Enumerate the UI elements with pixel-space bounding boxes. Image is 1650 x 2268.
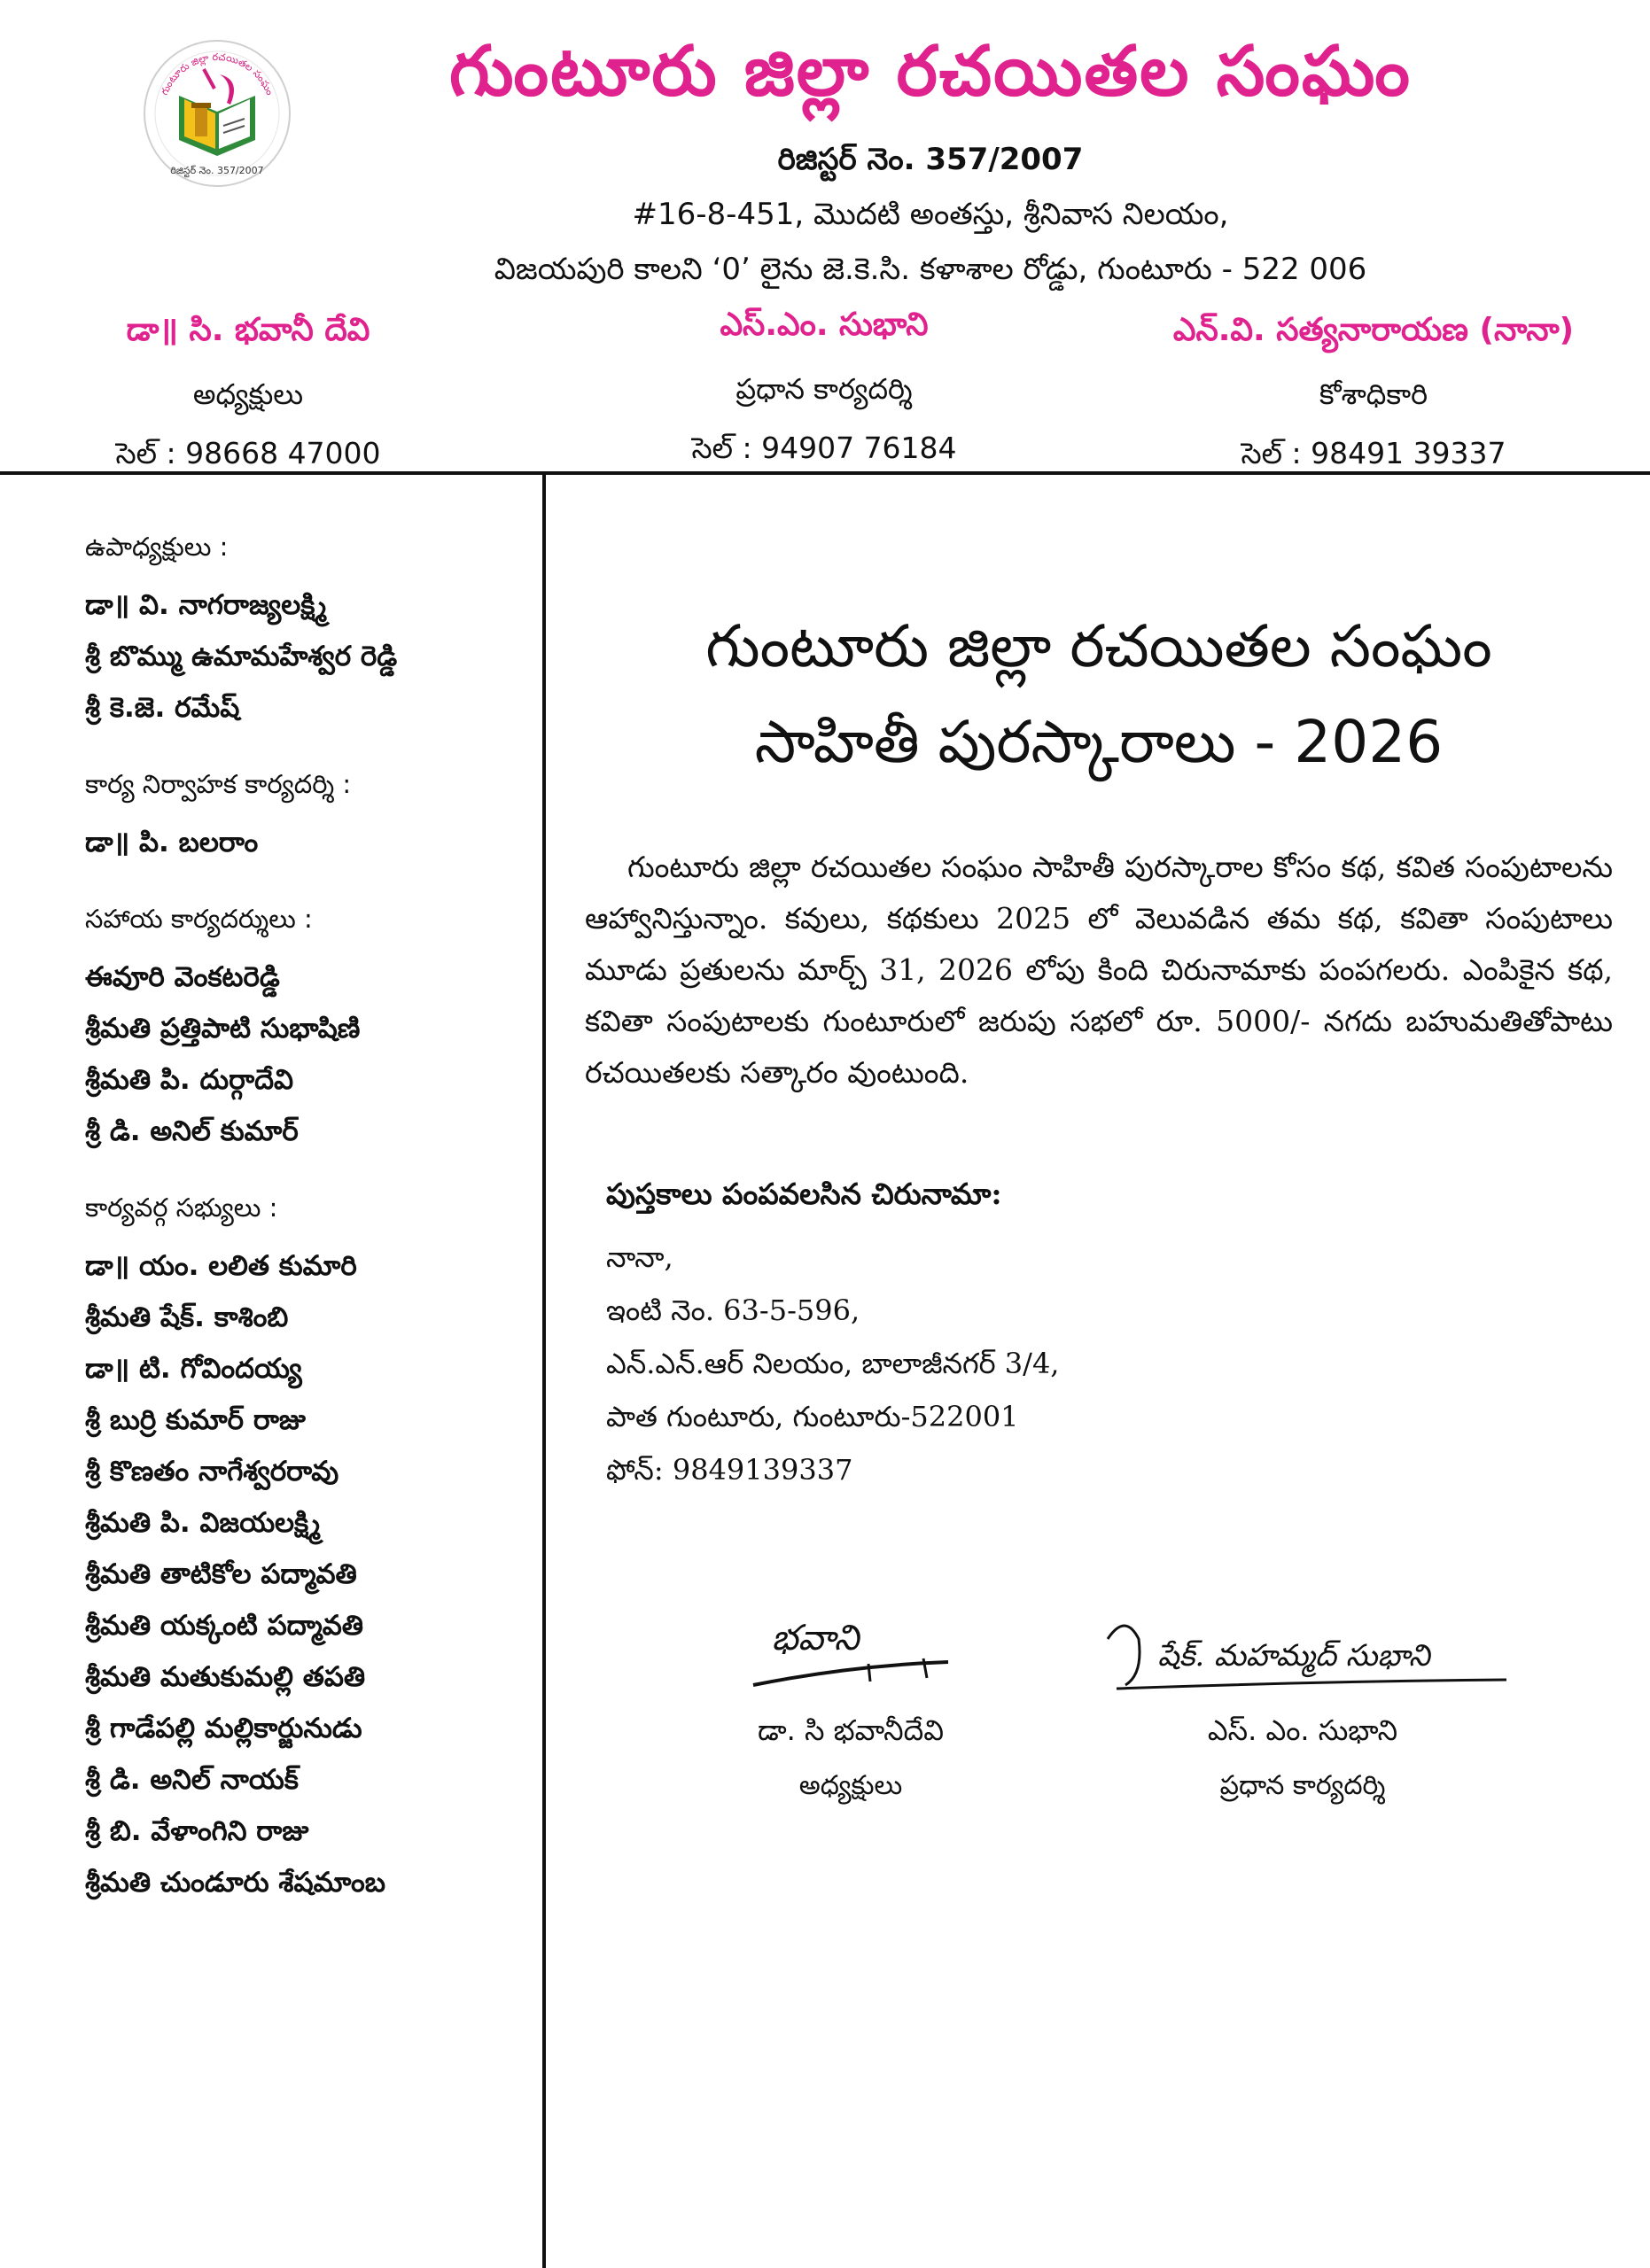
member-name: శ్రీమతి పి. విజయలక్ష్మి	[85, 1507, 321, 1539]
address-line-2: విజయపురి కాలని ‘0’ లైను జె.కె.సి. కళాశాల రోడ్డు, గుంటూరు - 522 006	[494, 252, 1367, 287]
signature-handwriting: భవాని	[771, 1618, 860, 1658]
member-name: శ్రీమతి ప్రత్తిపాటి సుభాషిణి	[85, 1013, 361, 1045]
member-name: డా॥ టి. గోవిందయ్య	[85, 1353, 302, 1385]
member-name: ఈవూరి వెంకటరెడ్డి	[85, 961, 280, 993]
org-title: గుంటూరు జిల్లా రచయితల సంఘం	[449, 32, 1412, 112]
member-name: డా॥ పి. బలరాం	[85, 827, 259, 858]
signatory-name: ఎస్. ఎం. సుభాని	[1207, 1713, 1398, 1747]
signatory-name: డా. సి భవానీదేవి	[758, 1713, 944, 1747]
officer-general-secretary	[576, 307, 1072, 472]
logo-ring-text: గుంటూరు జిల్లా రచయితల సంఘం	[158, 50, 276, 97]
sidebar-divider	[542, 473, 546, 2268]
officer-phone: సెల్ : 94907 76184	[691, 431, 957, 465]
member-name: శ్రీమతి చుండూరు శేషమాంబ	[85, 1867, 385, 1899]
assistant-secretaries-section	[85, 904, 528, 1157]
officer-president	[0, 312, 496, 478]
member-name: శ్రీ బొమ్ము ఉమామహేశ్వర రెడ్డి	[85, 641, 398, 672]
vice-presidents-section	[85, 532, 528, 734]
member-name: శ్రీమతి పి. దుర్గాదేవి	[85, 1064, 294, 1096]
book-quill-logo-icon	[142, 34, 292, 193]
section-heading: కార్యవర్గ సభ్యులు :	[85, 1192, 278, 1223]
member-name: శ్రీమతి యక్కంటి పద్మావతి	[85, 1610, 364, 1642]
section-heading: ఉపాధ్యక్షులు :	[85, 532, 229, 562]
intro-paragraph: గుంటూరు జిల్లా రచయితల సంఘం సాహితీ పురస్కారాల కోసం కథ, కవిత సంపుటాలను ఆహ్వానిస్తున్నాం. కవులు, కథకులు 2025 లో వెలువడిన తమ కథ, కవితా సంపుటాలు మూడు ప్రతులను మార్చ్ 31, 2026 లోపు కింది చిరునామాకు పంపగలరు. ఎంపికైన కథ, కవితా సంపుటాలకు గుంటూరులో జరుపు సభలో రూ. 5000/- నగదు బహుమతితోపాటు రచయితలకు సత్కారం వుంటుంది.	[585, 850, 1613, 1090]
committee-members-section	[85, 1192, 528, 1908]
member-name: శ్రీ గాడేపల్లి మల్లికార్జునుడు	[85, 1713, 362, 1744]
logo	[142, 34, 292, 193]
officer-name: డా॥ సి. భవానీ దేవి	[126, 312, 370, 348]
logo-reg-text: రిజిస్టర్ నెం. 357/2007	[170, 165, 264, 176]
officer-role: కోశాధికారి	[1319, 377, 1428, 411]
section-heading: సహాయ కార్యదర్శులు :	[85, 904, 313, 934]
registration-number: రిజిస్టర్ నెం. 357/2007	[777, 142, 1084, 177]
member-name: శ్రీమతి మతుకుమల్లి తపతి	[85, 1661, 366, 1693]
address-line: ఫోన్: 9849139337	[606, 1453, 853, 1487]
member-name: శ్రీ కొణతం నాగేశ్వరరావు	[85, 1456, 339, 1487]
address-line: ఇంటి నెం. 63-5-596,	[606, 1293, 860, 1327]
signature-handwriting: షేక్. మహమ్మద్ సుభాని	[1157, 1638, 1430, 1674]
officer-role: ప్రధాన కార్యదర్శి	[735, 372, 913, 406]
member-name: డా॥ వి. నాగరాజ్యలక్ష్మి	[85, 589, 327, 621]
officer-phone: సెల్ : 98491 39337	[1241, 436, 1506, 470]
title-line-2: సాహితీ పురస్కారాలు - 2026	[754, 708, 1444, 776]
handwritten-signature-icon	[1090, 1604, 1515, 1701]
member-name: శ్రీమతి తాటికోల పద్మావతి	[85, 1558, 357, 1590]
executive-secretary-section	[85, 769, 528, 868]
handwritten-signature-icon	[718, 1604, 984, 1701]
mailing-address	[606, 1177, 1404, 1496]
section-heading: కార్య నిర్వాహక కార్యదర్శి :	[85, 769, 352, 799]
title-line-1: గుంటూరు జిల్లా రచయితల సంఘం	[705, 612, 1492, 680]
signature-block-secretary	[1090, 1604, 1515, 1807]
address-line: నానా,	[606, 1240, 673, 1274]
member-name: శ్రీ డి. అనిల్ నాయక్	[85, 1764, 299, 1796]
signatory-role: అధ్యక్షులు	[798, 1770, 903, 1801]
member-name: శ్రీ డి. అనిల్ కుమార్	[85, 1115, 299, 1147]
sidebar	[85, 532, 528, 1944]
signatory-role: ప్రధాన కార్యదర్శి	[1219, 1770, 1386, 1801]
address-line: ఎన్.ఎన్.ఆర్ నిలయం, బాలాజీనగర్ 3/4,	[606, 1347, 1060, 1380]
member-name: శ్రీ బి. వేళాంగిని రాజు	[85, 1815, 309, 1847]
member-name: డా॥ యం. లలిత కుమారి	[85, 1250, 357, 1282]
officer-treasurer	[1125, 312, 1622, 478]
address-line: పాత గుంటూరు, గుంటూరు-522001	[606, 1400, 1019, 1433]
officer-phone: సెల్ : 98668 47000	[115, 436, 381, 470]
header-divider	[0, 471, 1650, 475]
member-name: శ్రీ కె.జె. రమేష్	[85, 692, 240, 724]
address-line-1: #16-8-451, మొదటి అంతస్తు, శ్రీనివాస నిలయం,	[632, 197, 1229, 232]
officer-role: అధ్యక్షులు	[192, 377, 304, 411]
page-title	[585, 599, 1613, 790]
address-heading: పుస్తకాలు పంపవలసిన చిరునామా:	[606, 1177, 1002, 1211]
member-name: శ్రీమతి షేక్. కాశింబి	[85, 1301, 289, 1333]
signature-block-president	[638, 1604, 1063, 1807]
member-name: శ్రీ బుర్రి కుమార్ రాజు	[85, 1404, 306, 1436]
officer-name: ఎస్.ఎం. సుభాని	[720, 307, 929, 343]
officer-name: ఎన్.వి. సత్యనారాయణ (నానా)	[1172, 312, 1575, 348]
